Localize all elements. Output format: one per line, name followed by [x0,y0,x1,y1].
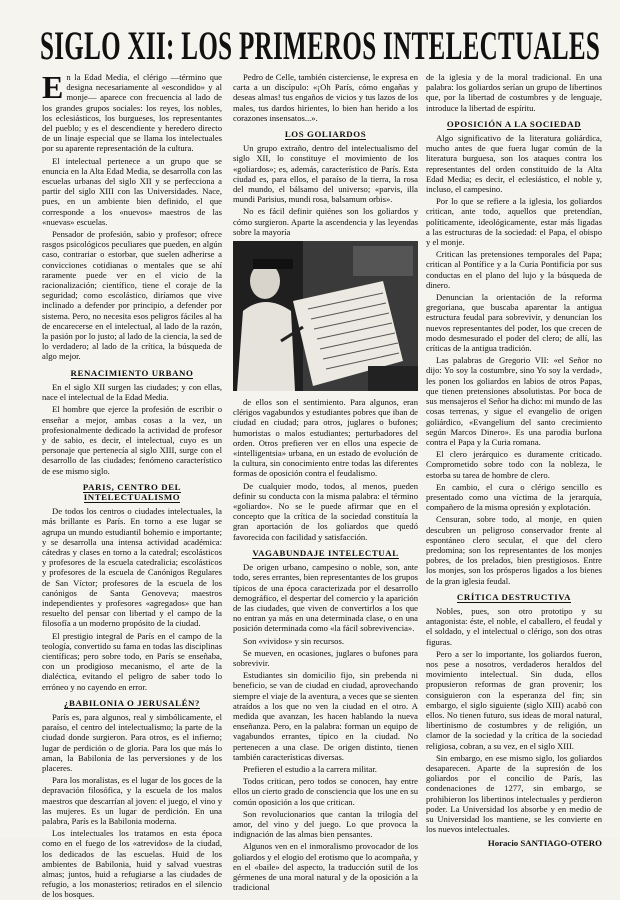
column-1 [42,69,222,900]
paragraph: El clero jerárquico es duramente criticado. Comprometido sobre todo con la nobleza, le estorba su tarea de hombre de clero. [426,449,602,480]
section-heading-paris: PARIS, CENTRO DEL INTELECTUALISMO [82,481,182,502]
paragraph: Los intelectuales los tratamos en esta época como en el fuego de los «atrevidos» de la ciudad, los dedicados de las escuelas. Huid de los ambientes de Babilonia, huid y salvad vuestras almas; juntos, huid a refugiarse a las ciudades de refugio, a los monasterios; retirados en el silencio de los bosques. [42,828,222,900]
paragraph: Sin embargo, en ese mismo siglo, los goliardos desaparecen. Aparte de la supresión de los goliardos por el concilio de París, las condenaciones de 1277, sin embargo, se prohibieron los libertinos intelectuales y perdieron poder. La Universidad los absorbe y en medio de su Universidad los mantiene, se les convierte en los nuevos intelectuales. [426,752,602,835]
paragraph: Algunos ven en el inmoralismo provocador de los goliardos y el elogio del erotismo que lo acompaña, y en el «baile» del aspecto, la traducción sutil de los gérmenes de una moral natural y de la oposición a la tradicional [233,841,418,893]
paragraph: Son «vividos» y sin recursos. [243,635,344,646]
paragraph: Pedro de Celle, también cisterciense, le expresa en carta a un discípulo: «¡Oh París, cómo engañas y deseas almas! tus engaños de vicios y tus lazos de los males, tus dardos hirientes, lo bien han herido a los corazones insensatos...». [233,72,418,123]
section-heading-renacimiento: RENACIMIENTO URBANO [70,367,194,378]
paragraph: En el siglo XII surgen las ciudades; y con ellas, nace el intelectual de la Edad Media. [42,381,222,403]
section-heading-goliardos: LOS GOLIARDOS [284,129,367,140]
section-heading-vagabundaje: VAGABUNDAJE INTELECTUAL [252,547,399,558]
monk-scribe-photo [233,241,418,391]
paragraph: Estudiantes sin domicilio fijo, sin prebenda ni beneficio, se van de ciudad en ciudad, aprovechando siempre el viaje de la aventura, a veces que se sienten atraídos a los que no ven la ciudad en el otro. A medida que avanzan, les hacen hablando la nueva enseñanza. Pero, en la palabra: forman un equipo de vagabundos errantes, típico en la ciudad. No pertenecen a una clase. De origen distinto, tienen también características diversas. [233,670,418,762]
paragraph: Todos critican, pero todos se conocen, hay entre ellos un cierto grado de consciencia que los une en su común oposición a los que critican. [233,776,418,807]
paragraph: París es, para algunos, real y simbólicamente, el paraíso, el centro del intelectualismo; la parte de la ciudad donde surgieron. Para otros, es el infierno; lugar de perdición o de gloria. Para los que más lo aman, la Babilonia de las perversiones y de los placeres. [42,711,222,773]
paragraph: Son revolucionarios que cantan la trilogía del amor, del vino y del juego. Lo que provoca la indignación de las almas bien pensantes. [233,808,418,840]
column-3 [426,72,602,849]
column-2 [233,72,418,893]
paragraph: No es fácil definir quiénes son los goliardos y cómo surgieron. Aparte la ascendencia y las leyendas sobre la mayoría [233,206,418,237]
intro-paragraph: En la Edad Media, el clérigo —término que designa necesariamente al «escondido» y al monje— aparece con frecuencia al lado de los grandes grupos sociales: los reyes, los nobles, los eclesiásticos, los burgueses, los representantes del pueblo; y es el descendiente y heredero directo de un linaje especial que se llama los intelectuales por su aparente representación de la cultura. [42,69,222,154]
paragraph: Las palabras de Gregorio VII: «el Señor no dijo: Yo soy la costumbre, sino Yo soy la verdad», les ponen los goliardos en labios de otros Papas, que tienen pretensiones absolutistas. Por boca de sus mensajeros el Señor ha dicho: mi mundo de las cosas terrenas, y sigue el evangelio de origen goliárdico, «Evangelium del santo crecimiento según Marcos Dinero». Es una parodia burlona contra el Papa y la Curia romana. [426,355,602,447]
paragraph: De cualquier modo, todos, al menos, pueden definir su conducta con la misma palabra: el término «goliardo». No se le puede afirmar que en el concepto que la crítica de la sociedad constituía la gran aportación de los goliardos que quedó favorecida con facilidad y satisfacción. [233,480,418,542]
paragraph: El intelectual pertenece a un grupo que se enuncia en la Alta Edad Media, se desarrolla con las escuelas urbanas del siglo XII y se perfecciona a partir del siglo XIII con las Universidades. Nace, pues, en un ambiente bien definido, el que corresponde a los «nuevos» maestros de las «nuevas» escuelas. [42,155,222,227]
paragraph: de ellos son el sentimiento. Para algunos, eran clérigos vagabundos y estudiantes pobres que iban de ciudad en ciudad; para otros, juglares o bufones; humoristas o malos estudiantes; perturbadores del orden. Otros prefieren ver en ellos una especie de «intelligentsia» urbana, en un estado de evolución de la cultura, sin conocimiento entre todas las diferentes formas de oposición contra el feudalismo. [233,397,418,479]
paragraph: El hombre que ejerce la profesión de escribir o enseñar a mejor, ambas cosas a la vez, un profesionalmente dedicado la actividad de profesor y de sabio, es decir, el intelectual, cuyo es un personaje que pertenecía al siglo XIII, surge con el desarrollo de las ciudades; fenómeno característico de ese mismo siglo. [42,404,222,476]
paragraph: De todos los centros o ciudades intelectuales, la más brillante es París. En torno a ese lugar se agrupa un mundo estudiantil bohemio e importante; y se desarrolla una intensa actividad académica: cátedras y clases en torno a la catedral; escolásticos y profesores de la escuela catedralicia; escolásticos y profesores de la escuela de Canónigos Regulares de San Víctor; profesores de la escuela de los canónigos de Santa Genoveva; maestros independientes y profesores «agregados» que han resuelto del pensar con libertad y el campo de la filosofía a un moderno propósito de la ciudad. [42,506,222,629]
paragraph: Se mueven, en ocasiones, juglares o bufones para sobrevivir. [233,647,418,668]
author-byline: Horacio SANTIAGO-OTERO [487,838,602,849]
paragraph: Un grupo extraño, dentro del intelectualismo del siglo XII, lo constituye el movimiento de los «goliardos»; es, además, característico de París. Esta ciudad es, para ellos, el paraíso de la tierra, la rosa del mundo, el bálsamo del universo; «parvis, illa mundi Parisius, mundi rosa, balsamum orbis». [233,143,418,205]
paragraph: Censuran, sobre todo, al monje, en quien descubren un peligroso conservador frente al espontáneo clero secular, el que del clero predomina; son los representantes de los monjes pobres, de los prelados, bien prestigiosos. Entre los monjes, son los prósperos ligados a los bienes de la gran iglesia feudal. [426,514,602,586]
section-heading-oposicion: OPOSICIÓN A LA SOCIEDAD [446,118,582,129]
paragraph: El prestigio integral de París en el campo de la teología, convertido su fama en todas las disciplinas científicas; pero sobre todo, en París se enseñaba, con un prodigioso mecanismo, el arte de la dialéctica, evitando el peligro de saber todo lo erróneo y no cayendo en error. [42,630,222,692]
paragraph: Prefieren el estudio a la carrera militar. [243,763,377,774]
paragraph: Algo significativo de la literatura goliárdica, mucho antes de que fuera lugar común de la literatura burguesa, son los ataques contra los representantes del orden constituido de la Alta Edad Media; es decir, el eclesiástico, el noble y, incluso, el campesino. [426,133,602,195]
paragraph: Para los moralistas, es el lugar de los goces de la depravación filosófica, y la escuela de los malos maestros que descarrían al joven: el juego, el vino y las mujeres. Es un lugar de perdición. En una palabra, París es la Babilonia moderna. [42,775,222,827]
paragraph: Por lo que se refiere a la iglesia, los goliardos critican, ante todo, aquellos que pretendían, políticamente, ideológicamente, estar más ligadas a las estructuras de la sociedad: el Papa, el obispo y el monje. [426,196,602,248]
paragraph: de la iglesia y de la moral tradicional. En una palabra: los goliardos serían un grupo de libertinos que, por la libertad de costumbres y de lenguaje, introduce la libertad de espíritu. [426,72,602,113]
paragraph: Nobles, pues, son otro prototipo y su antagonista: éste, el noble, el caballero, el feudal y el soldado, y el intelectual o clérigo, son dos otras figuras. [426,605,602,647]
paragraph: En cambio, el cura o clérigo sencillo es presentado como una víctima de la jerarquía, compañero de la misma opresión y explotación. [426,481,602,513]
photo-illustration [233,241,418,391]
paragraph: Denuncian la orientación de la reforma gregoriana, que buscaba aparentar la antigua estructura feudal para sobrevivir, y denuncian los nuevos representantes del poder, los que crecen de modo desmesurado el poder del clero; de allí, las críticas de la antigua tradición. [426,292,602,354]
section-heading-babilonia: ¿BABILONIA O JERUSALÉN? [63,697,200,708]
section-heading-critica: CRÍTICA DESTRUCTIVA [456,591,572,602]
paragraph: De origen urbano, campesino o noble, son, ante todo, seres errantes, bien representantes de los grupos típicos de una época caracterizada por el desarrollo demográfico, el despertar del comercio y la aparición de las ciudades, que viven de convertirlos a los que no entran ya más en una determinada clase, o en una posición determinada como «la fácil sobrevivencia». [233,562,418,634]
article-title: SIGLO XII: LOS PRIMEROS INTELECTUALES [40,23,601,68]
drop-cap: E [42,69,64,105]
paragraph: Critican las pretensiones temporales del Papa; critican al Pontífice y a la Curia Pontificia por sus conductas en el plano del lujo y la búsqueda de dinero. [426,249,602,290]
paragraph: Pero a ser lo importante, los goliardos fueron, nos pese a nosotros, verdaderos heraldos del movimiento intelectual. Sin duda, ellos propusieron reformas de gran provenir; los consiguieron con la esperanza del fin; sin embargo, el siglo siguiente (siglo XIII) acabó con ellos. No tienen futuro, sus ideas de moral natural, libertinismo de costumbres y de religión, un clamor de la sociedad y la crítica de la sociedad religiosa, cobran, a su vez, en el siglo XIII. [426,648,602,751]
paragraph: Pensador de profesión, sabio y profesor; ofrece rasgos psicológicos peculiares que pueden, en algún caso, contrariar o estorbar, que suelen adherirse a convicciones cotidianas o mentales que se ahí raramente puede ver en el vicio de la racionalización; científico, tiene el coraje de la seguridad; como escolástico, diríamos que vive inclinado a defender por principio, a defender por sistema. Pero, no necesita esos peligros fáciles al ha de encarecerse en el intelectual, al lado de la razón, la pasión por lo justo; al lado de la ciencia, la sed de lo verdadero; al lado de la crítica, la búsqueda de algo mejor. [42,229,222,362]
